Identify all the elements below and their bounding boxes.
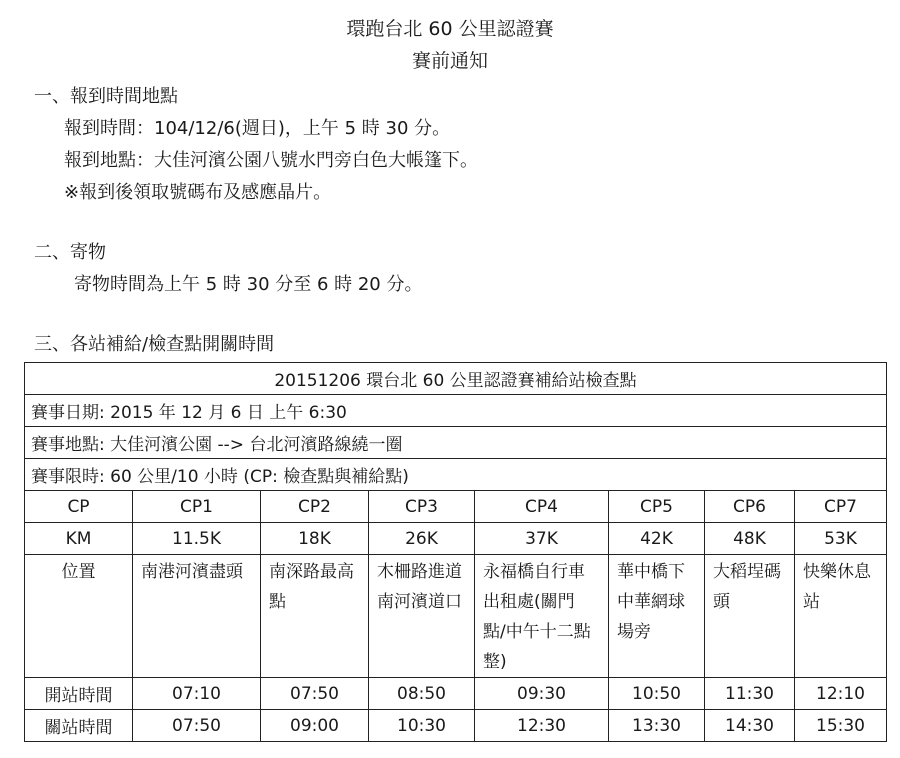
cp-close-time: 15:30 xyxy=(795,710,887,742)
cp-header: CP xyxy=(25,491,133,523)
cp-open-time: 07:50 xyxy=(261,678,369,710)
cp-close-time: 07:50 xyxy=(133,710,261,742)
cp-position: 大稻埕碼頭 xyxy=(705,555,795,678)
cp-km: 42K xyxy=(609,523,705,555)
cp-close-time: 14:30 xyxy=(705,710,795,742)
cp-name: CP3 xyxy=(369,491,475,523)
page-subtitle: 賽前通知 xyxy=(411,50,488,72)
cp-open-time: 09:30 xyxy=(475,678,609,710)
cp-close-time: 12:30 xyxy=(475,710,609,742)
baggage-time: 寄物時間為上午 5 時 30 分至 6 時 20 分。 xyxy=(74,274,423,295)
cp-km: 26K xyxy=(369,523,475,555)
cp-km: 37K xyxy=(475,523,609,555)
cp-name: CP2 xyxy=(261,491,369,523)
cp-position: 永福橋自行車出租處(關門點/中午十二點整) xyxy=(475,555,609,678)
checkpoint-table xyxy=(24,362,887,742)
cp-open-time: 07:10 xyxy=(133,678,261,710)
cp-position: 木柵路進道南河濱道口 xyxy=(369,555,475,678)
cp-km: 18K xyxy=(261,523,369,555)
cp-km: 53K xyxy=(795,523,887,555)
km-header: KM xyxy=(25,523,133,555)
cp-open-time: 10:50 xyxy=(609,678,705,710)
checkin-place: 報到地點：大佳河濱公園八號水門旁白色大帳篷下。 xyxy=(64,150,478,171)
cp-position: 南港河濱盡頭 xyxy=(133,555,261,678)
race-date: 賽事日期: 2015 年 12 月 6 日 上午 6:30 xyxy=(25,395,887,427)
cp-open-time: 11:30 xyxy=(705,678,795,710)
cp-close-time: 09:00 xyxy=(261,710,369,742)
close-header: 關站時間 xyxy=(25,710,133,742)
cp-km: 11.5K xyxy=(133,523,261,555)
cp-name: CP5 xyxy=(609,491,705,523)
cp-name: CP4 xyxy=(475,491,609,523)
cp-name: CP7 xyxy=(795,491,887,523)
cp-close-time: 13:30 xyxy=(609,710,705,742)
checkin-time: 報到時間：104/12/6(週日)，上午 5 時 30 分。 xyxy=(64,118,451,139)
cp-name: CP1 xyxy=(133,491,261,523)
cp-position: 華中橋下中華網球場旁 xyxy=(609,555,705,678)
open-header: 開站時間 xyxy=(25,678,133,710)
cp-open-time: 08:50 xyxy=(369,678,475,710)
cp-km: 48K xyxy=(705,523,795,555)
cp-close-time: 10:30 xyxy=(369,710,475,742)
race-time-limit: 賽事限時: 60 公里/10 小時 (CP: 檢查點與補給點) xyxy=(25,459,887,491)
table-title: 20151206 環台北 60 公里認證賽補給站檢查點 xyxy=(25,363,887,395)
checkin-note: ※報到後領取號碼布及感應晶片。 xyxy=(64,182,332,203)
cp-name: CP6 xyxy=(705,491,795,523)
cp-position: 南深路最高點 xyxy=(261,555,369,678)
section1-heading: 一、報到時間地點 xyxy=(34,86,178,107)
race-location: 賽事地點: 大佳河濱公園 --> 台北河濱路線繞一圈 xyxy=(25,427,887,459)
cp-position: 快樂休息站 xyxy=(795,555,887,678)
section3-heading: 三、各站補給/檢查點開關時間 xyxy=(34,334,275,355)
cp-open-time: 12:10 xyxy=(795,678,887,710)
section2-heading: 二、寄物 xyxy=(34,242,106,263)
position-header: 位置 xyxy=(25,555,133,678)
page-title: 環跑台北 60 公里認證賽 xyxy=(346,18,554,40)
